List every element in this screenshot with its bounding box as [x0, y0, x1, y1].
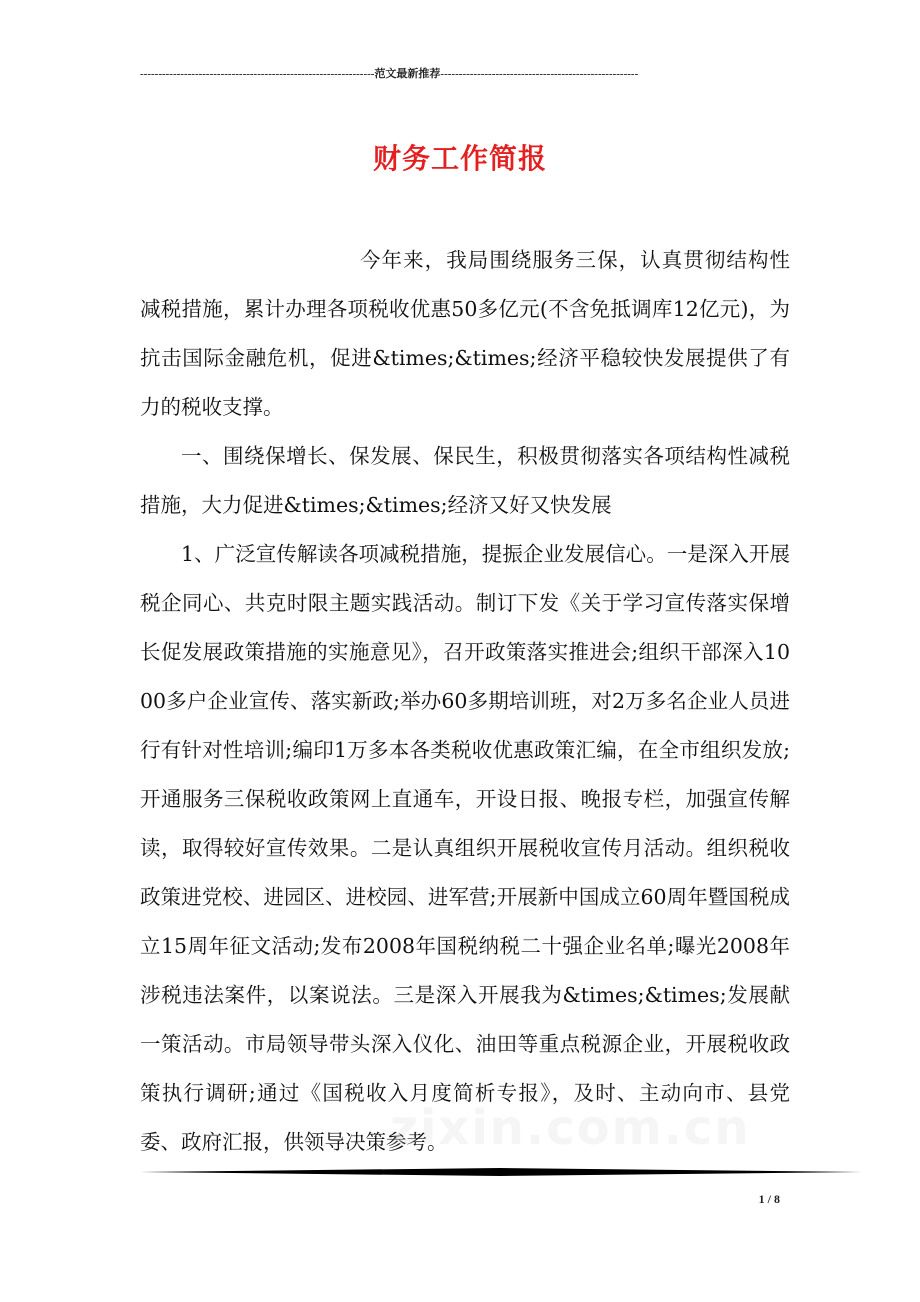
- paragraph-item-1: 1、广泛宣传解读各项减税措施，提振企业发展信心。一是深入开展税企同心、共克时限主题实践活动。制订下发《关于学习宣传落实保增长促发展政策措施的实施意见》，召开政策落实推进会;组织干部深入1000多户企业宣传、落实新政;举办60多期培训班，对2万多名企业人员进行有针对性培训;编印1万多本各类税收优惠政策汇编，在全市组织发放;开通服务三保税收政策网上直通车，开设日报、晚报专栏，加强宣传解读，取得较好宣传效果。二是认真组织开展税收宣传月活动。组织税收政策进党校、进园区、进校园、进军营;开展新中国成立60周年暨国税成立15周年征文活动;发布2008年国税纳税二十强企业名单;曝光2008年涉税违法案件，以案说法。三是深入开展我为&times;&times;发展献一策活动。市局领导带头深入仪化、油田等重点税源企业，开展税收政策执行调研;通过《国税收入月度简析专报》，及时、主动向市、县党委、政府汇报，供领导决策参考。: [140, 542, 790, 1154]
- header-recommendation-line: ----------------------------------------------------------------范文最新推荐------------------------------------------------------: [140, 68, 639, 80]
- document-title: 财务工作简报: [372, 141, 547, 175]
- paragraph-section-heading: 一、围绕保增长、保发展、保民生，积极贯彻落实各项结构性减税措施，大力促进&times;&times;经济又好又快发展: [140, 444, 790, 517]
- paragraph-intro: 今年来，我局围绕服务三保，认真贯彻结构性减税措施，累计办理各项税收优惠50多亿元(不含免抵调库12亿元)，为抗击国际金融危机，促进&times;&times;经济平稳较快发展提供了有力的税收支撑。: [140, 248, 790, 419]
- page-number: 1 / 8: [758, 1192, 780, 1206]
- site-watermark: zixin.com.cn: [390, 1100, 751, 1156]
- footer-divider: [140, 1166, 862, 1180]
- document-body: [140, 236, 790, 1167]
